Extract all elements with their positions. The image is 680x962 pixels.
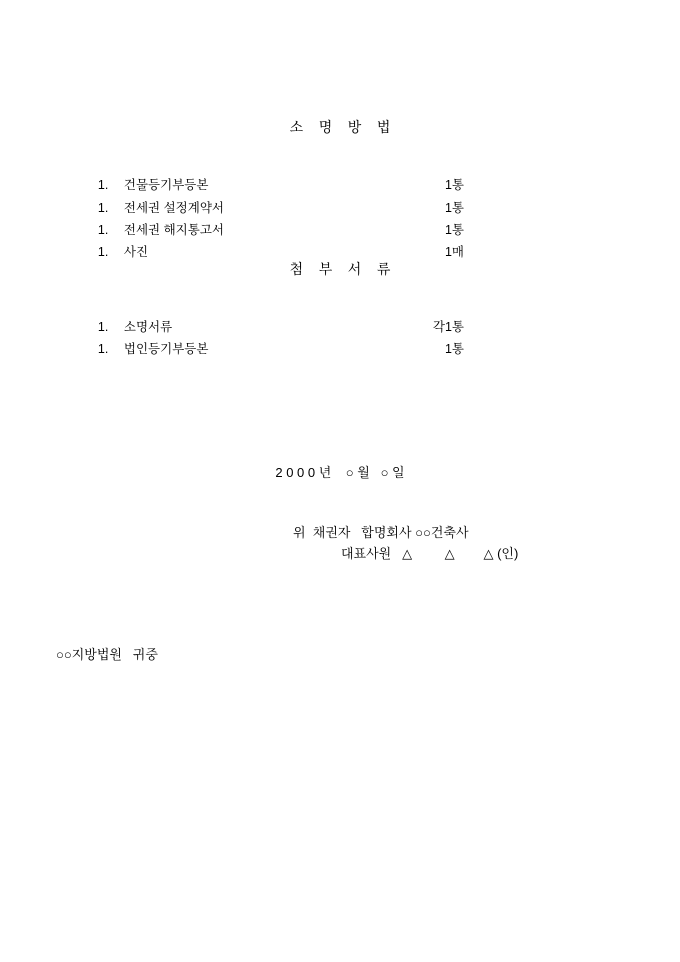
- list-item-label: 소명서류: [123, 320, 173, 334]
- signature-creditor-line: 위 채권자 합명회사 ○○건축사: [293, 525, 469, 540]
- list-item-label: 건물등기부등본: [123, 178, 209, 192]
- list-item-number: 1.: [97, 201, 109, 215]
- list-item-number: 1.: [97, 342, 109, 356]
- list-item-quantity: 1통: [444, 178, 464, 192]
- list-item-number: 1.: [97, 223, 109, 237]
- court-addressee-line: ○○지방법원 귀중: [56, 647, 158, 662]
- list-item-quantity: 각1통: [432, 320, 464, 334]
- list-item-number: 1.: [97, 245, 109, 259]
- list-item-label: 법인등기부등본: [123, 342, 209, 356]
- list-item-label: 전세권 해지통고서: [123, 223, 224, 237]
- list-item-number: 1.: [97, 178, 109, 192]
- document-date-line: 2 0 0 0 년 ○ 월 ○ 일: [275, 465, 405, 480]
- signature-representative-line: 대표사원 △ △ △ (인): [341, 546, 519, 561]
- list-item-label: 전세권 설정계약서: [123, 201, 224, 215]
- list-item-quantity: 1통: [444, 223, 464, 237]
- list-item-label: 사진: [123, 245, 149, 259]
- section-title-evidence-method: 소 명 방 법: [289, 119, 391, 135]
- list-item-quantity: 1매: [444, 245, 464, 259]
- list-item-quantity: 1통: [444, 342, 464, 356]
- list-item: [84, 325, 464, 371]
- section-title-attachments: 첨 부 서 류: [289, 261, 391, 277]
- list-item-quantity: 1통: [444, 201, 464, 215]
- list-item-number: 1.: [97, 320, 109, 334]
